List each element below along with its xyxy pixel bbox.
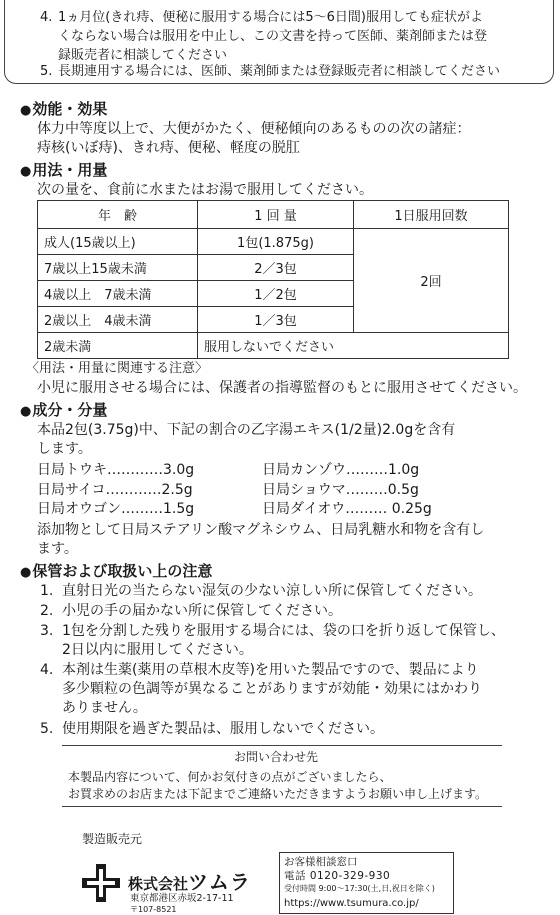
company-name: [128, 866, 251, 895]
contact-title: お客様相談窓口: [284, 856, 358, 868]
age-cell: 2歳以上 4歳未満: [38, 307, 198, 333]
caution-item-4-line-3: 録販売者に相談してください: [58, 48, 228, 63]
amount-cell: 1包(1.875g): [198, 229, 354, 255]
efficacy-heading: ●効能・効果: [20, 100, 108, 118]
storage-item-2-line: 小児の手の届かない所に保管してください。: [62, 603, 342, 619]
tsumura-logo-icon: [82, 864, 120, 902]
dosage-intro: 次の量を、食前に水またはお湯で服用してください。: [37, 182, 373, 198]
ingredient-item: 日局トウキ…………3.0g: [37, 462, 195, 478]
bullet-icon: ●: [20, 164, 32, 179]
efficacy-line-2: 痔核(いぼ痔)、きれ痔、便秘、軽度の脱肛: [37, 140, 300, 156]
company-prefix: 株式会社: [128, 875, 189, 893]
ingredients-intro-line-1: 本品2包(3.75g)中、下記の割合の乙字湯エキス(1/2量)2.0gを含有: [37, 422, 456, 438]
age-cell: 7歳以上15歳未満: [38, 255, 198, 281]
company-brand: ツムラ: [188, 870, 251, 894]
efficacy-line-1: 体力中等度以上で、大便がかたく、便秘傾向のあるものの次の諸症：: [37, 121, 471, 137]
age-cell: 2歳未満: [38, 333, 198, 359]
ingredient-item: 日局ショウマ………0.5g: [262, 482, 419, 498]
ingredient-item: 日局サイコ…………2.5g: [37, 482, 193, 498]
caution-item-4-line-1: 1ヵ月位(きれ痔、便秘に服用する場合には5～6日間)服用しても症状がよ: [58, 10, 483, 25]
age-cell: 4歳以上 7歳未満: [38, 281, 198, 307]
ingredient-item: 日局カンゾウ………1.0g: [262, 462, 420, 478]
ingredients-additive-line-2: ます。: [37, 541, 78, 557]
amount-cell: 2／3包: [198, 255, 354, 281]
inquiry-title: お問い合わせ先: [234, 750, 319, 764]
caution-item-4-line-2: くならない場合は服用を中止し、この文書を持って医師、薬剤師または登: [58, 29, 488, 44]
contact-hours: 受付時間 9:00～17:30(土,日,祝日を除く): [284, 884, 435, 893]
bullet-icon: ●: [20, 565, 32, 580]
maker-postal: 〒107-8521: [130, 905, 177, 914]
ingredients-additive-line-1: 添加物として日局ステアリン酸マグネシウム、日局乳糖水和物を含有し: [37, 522, 485, 538]
storage-item-5-line: 使用期限を過ぎた製品は、服用しないでください。: [62, 721, 384, 737]
dosage-related-text: 小児に服用させる場合には、保護者の指導監督のもとに服用させてください。: [37, 380, 527, 396]
dosage-related-heading: 〈用法・用量に関連する注意〉: [26, 361, 209, 376]
dosage-heading: ●用法・用量: [20, 161, 108, 179]
storage-item-1-line: 直射日光の当たらない湿気の少ない涼しい所に保管してください。: [62, 583, 482, 599]
storage-item-1-number: 1.: [40, 583, 54, 599]
ingredients-intro-line-2: します。: [37, 441, 92, 457]
header-age: 年 齢: [38, 201, 198, 229]
table-row: [38, 229, 509, 255]
caution-item-4-number: 4.: [40, 10, 53, 25]
header-times: 1日服用回数: [354, 201, 509, 229]
storage-heading: ●保管および取扱い上の注意: [20, 562, 213, 580]
bullet-icon: ●: [20, 103, 32, 118]
table-row: [38, 333, 509, 359]
times-cell: 2回: [354, 229, 509, 333]
contact-url[interactable]: https://www.tsumura.co.jp/: [284, 898, 419, 909]
amount-cell: 1／2包: [198, 281, 354, 307]
maker-address: 東京都港区赤坂2-17-11: [130, 893, 234, 904]
age-cell: 成人(15歳以上): [38, 229, 198, 255]
storage-item-5-number: 5.: [40, 721, 54, 737]
storage-item-4-line-1: 本剤は生薬(薬用の草根木皮等)を用いた製品ですので、製品により: [62, 662, 479, 678]
dosage-table: [37, 200, 509, 359]
storage-item-4-line-3: ありません。: [62, 700, 147, 716]
ingredient-item: 日局ダイオウ……… 0.25g: [262, 501, 432, 517]
header-amount: 1 回 量: [198, 201, 354, 229]
caution-item-5-number: 5.: [40, 64, 53, 79]
storage-item-4-line-2: 多少顆粒の色調等が異なることがありますが効能・効果にはかわり: [62, 681, 482, 697]
amount-cell: 服用しないでください: [198, 333, 509, 359]
caution-item-5-text: 長期連用する場合には、医師、薬剤師または登録販売者に相談してください: [58, 64, 501, 79]
ingredient-item: 日局オウゴン………1.5g: [37, 501, 195, 517]
maker-label: 製造販売元: [82, 832, 143, 846]
ingredients-heading: ●成分・分量: [20, 401, 108, 419]
inquiry-bottom-divider: [62, 806, 502, 807]
storage-item-2-number: 2.: [40, 603, 54, 619]
amount-cell: 1／3包: [198, 307, 354, 333]
dosage-table-header-row: [38, 201, 509, 229]
storage-item-4-number: 4.: [40, 662, 54, 678]
storage-item-3-line-1: 1包を分割した残りを服用する場合には、袋の口を折り返して保管し、: [62, 623, 505, 639]
storage-item-3-number: 3.: [40, 623, 54, 639]
bullet-icon: ●: [20, 404, 32, 419]
storage-item-3-line-2: 2日以内に服用してください。: [62, 642, 253, 658]
inquiry-line-2: お買求めのお店または下記までご連絡いただきますようお願い申し上げます。: [68, 787, 488, 801]
inquiry-top-divider: [62, 745, 502, 746]
inquiry-line-1: 本製品内容について、何かお気付きの点がございましたら、: [68, 770, 392, 784]
contact-phone: 電話 0120-329-930: [284, 870, 391, 882]
